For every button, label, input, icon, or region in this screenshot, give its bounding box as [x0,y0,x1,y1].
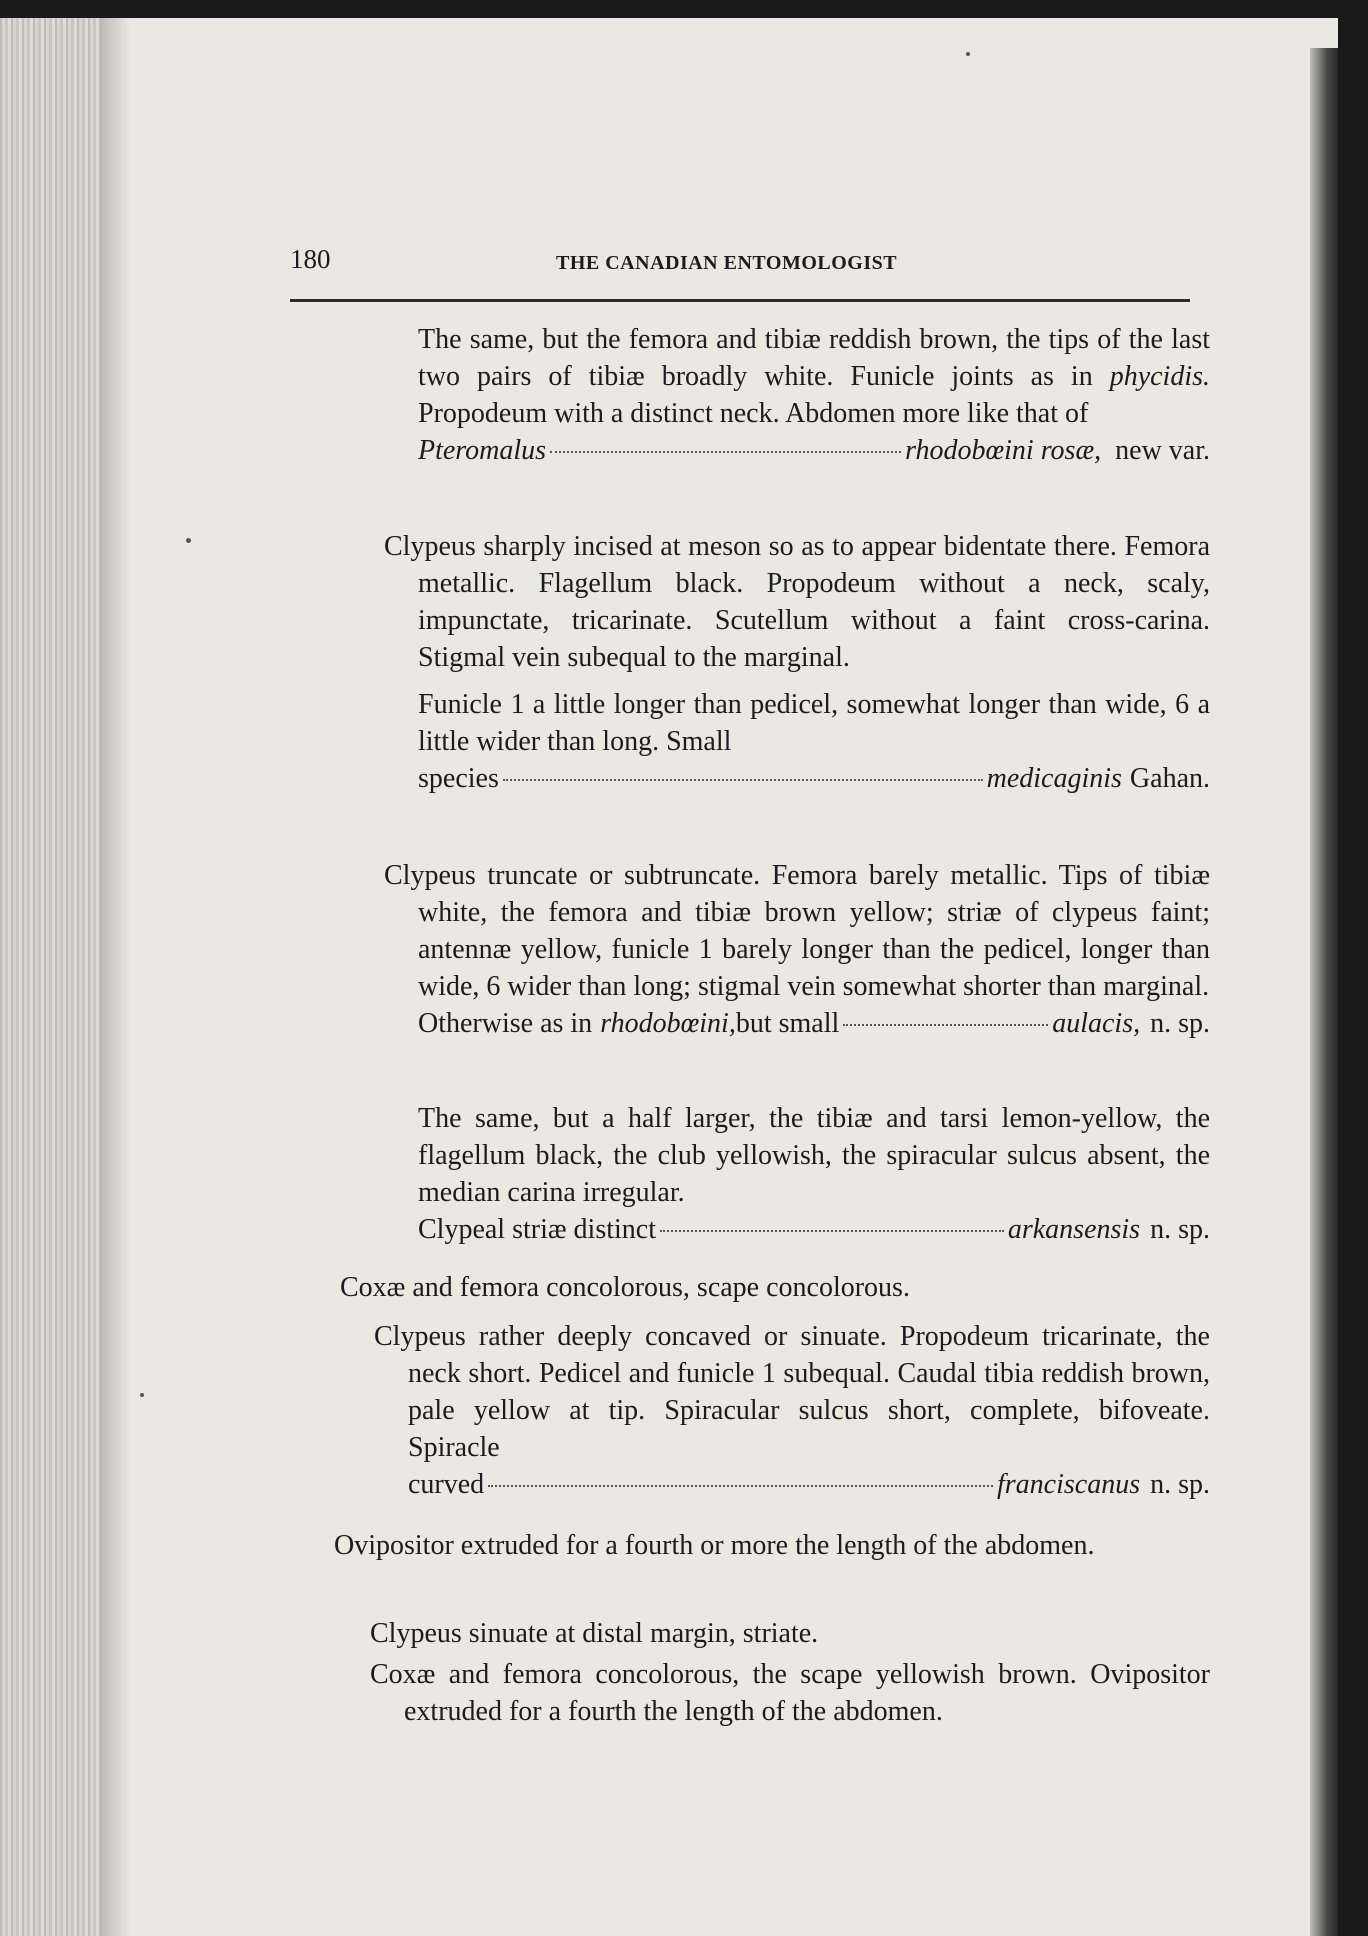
couplet-text: Ovipositor extruded for a fourth or more the length of the abdomen. [334,1530,1095,1561]
species-name: rhodobœini rosæ, [905,435,1102,466]
leader-dots [660,1230,1004,1232]
couplet-text: Funicle 1 a little longer than pedicel, somewhat longer than wide, 6 a little wider than long. Small [418,689,1210,757]
key-couplet-2 [384,528,1210,797]
key-couplet-3 [384,857,1210,1042]
couplet-text: Coxæ and femora concolorous, the scape yellowish brown. Ovipositor extruded for a fourth the length of the abdomen. [370,1659,1210,1727]
key-entry [418,760,1210,797]
couplet-text: The same, but the femora and tibiæ reddish brown, the tips of the last two pairs of tibiæ broadly white. Funicle joints as in [418,324,1210,392]
couplet-text: Clypeus sinuate at distal margin, striate. [370,1618,819,1649]
page-binding [0,18,100,1936]
genus-name: Pteromalus [418,435,547,466]
entry-lead: curved [408,1469,485,1500]
key-couplet-6 [374,1318,1210,1503]
page-right-edge [1310,48,1338,1936]
page-content [290,18,1210,1936]
couplet-text: Propodeum with a distinct neck. Abdomen more like that of [418,398,1089,429]
key-couplet-9 [370,1656,1210,1730]
taxon-status: new var. [1115,435,1210,466]
key-entry [374,1466,1210,1503]
couplet-text: Coxæ and femora concolorous, scape concolorous. [340,1272,910,1303]
page-number: 180 [290,244,331,274]
key-couplet-4 [418,1100,1210,1248]
species-name: phycidis. [1109,361,1210,392]
couplet-text: Clypeus truncate or subtruncate. Femora barely metallic. Tips of tibiæ white, the femora and tibiæ brown yellow; striæ of clypeus faint; antennæ yellow, funicle 1 barely longer than the pedicel, longer than wide, 6 wider than long; stigmal vein somewhat shorter than marginal. [384,860,1210,1002]
dust-speck [186,538,191,543]
entry-lead: Clypeal striæ distinct [418,1214,656,1245]
taxon-status: n. sp. [1150,1469,1210,1500]
page-header [290,238,1210,278]
binding-shadow [100,18,130,1936]
species-name: arkansensis [1007,1214,1141,1245]
taxon-status: n. sp. [1150,1008,1210,1039]
key-couplet-5 [340,1269,1210,1306]
taxon-status: n. sp. [1150,1214,1210,1245]
leader-dots [503,779,983,781]
taxon-authority: Gahan. [1129,763,1210,794]
key-couplet-1 [418,321,1210,469]
couplet-text: The same, but a half larger, the tibiæ and tarsi lemon-yellow, the flagellum black, the club yellowish, the spiracular sulcus absent, the median carina irregular. [418,1103,1210,1208]
sub-couplet [384,686,1210,797]
leader-dots [488,1485,993,1487]
couplet-text: Clypeus sharply incised at meson so as to appear bidentate there. Femora metallic. Flagellum black. Propodeum without a neck, scaly, impunctate, tricarinate. Scutellum without a faint cross-carina. Stigmal vein subequal to the marginal. [384,531,1210,673]
dust-speck [140,1393,144,1397]
key-entry [384,1005,1210,1042]
entry-lead: species [418,763,499,794]
couplet-text: Clypeus rather deeply concaved or sinuate. Propodeum tricarinate, the neck short. Pedicel and funicle 1 subequal. Caudal tibia reddish brown, pale yellow at tip. Spiracular sulcus short, complete, bifoveate. Spiracle [374,1321,1210,1463]
key-couplet-8 [370,1615,1210,1652]
species-name: rhodobœini, [600,1008,736,1039]
leader-dots [843,1024,1048,1026]
running-head: THE CANADIAN ENTOMOLOGIST [556,252,898,274]
key-couplet-7 [334,1527,1210,1564]
entry-lead: but small [735,1008,840,1039]
book-page [0,18,1338,1936]
header-rule [290,299,1190,302]
key-entry [418,432,1210,469]
species-name: aulacis, [1052,1008,1141,1039]
entry-lead: Otherwise as in [418,1008,593,1039]
key-entry [418,1211,1210,1248]
species-name: medicaginis [986,763,1122,794]
leader-dots [550,451,901,453]
species-name: franciscanus [996,1469,1141,1500]
